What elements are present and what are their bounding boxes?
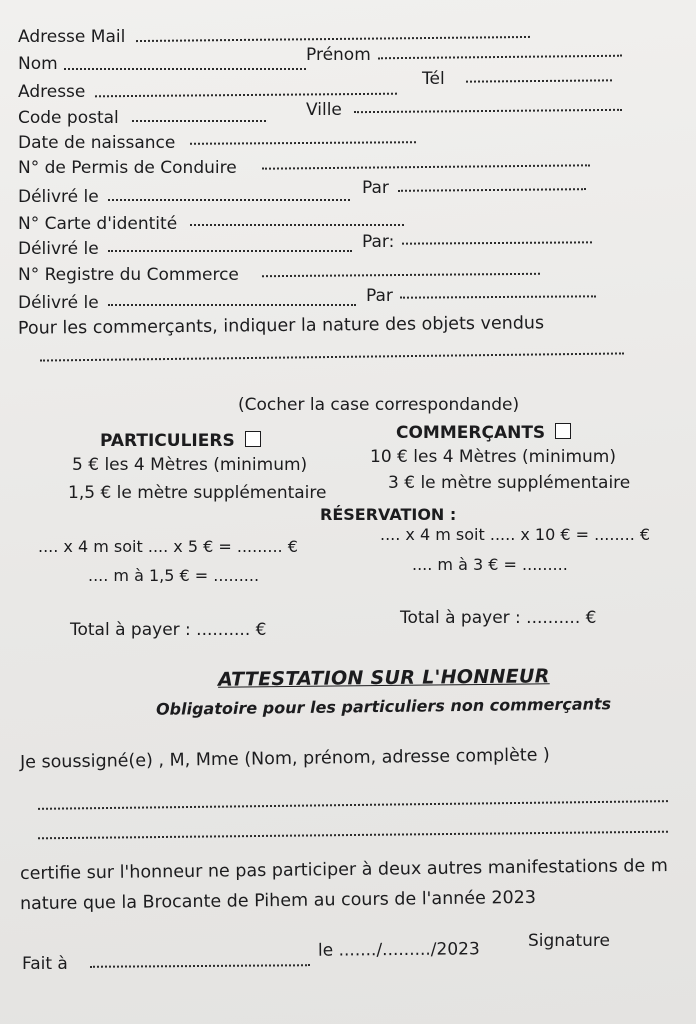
email-field[interactable]	[136, 36, 530, 42]
particuliers-checkbox[interactable]	[245, 431, 261, 447]
commercants-price-min: 10 € les 4 Mètres (minimum)	[370, 447, 616, 467]
date-naissance-field[interactable]	[190, 141, 416, 145]
delivre-le-label-1: Délivré le	[18, 187, 99, 207]
delivre-le-label-3: Délivré le	[18, 293, 99, 313]
code-postal-field[interactable]	[132, 120, 266, 122]
signature-label: Signature	[528, 931, 611, 951]
particuliers-label: PARTICULIERS	[100, 431, 235, 451]
certifie-line1: certifie sur l'honneur ne pas participer à deux autres manifestations de m	[19, 856, 668, 884]
date-naissance-label: Date de naissance	[18, 133, 176, 153]
commercants-total[interactable]: Total à payer : .......... €	[400, 608, 597, 628]
delivre-le-field-3[interactable]	[108, 304, 356, 306]
date-field[interactable]: le ......./........./2023	[317, 939, 480, 961]
registre-commerce-label: N° Registre du Commerce	[18, 265, 239, 285]
prenom-label: Prénom	[306, 45, 371, 65]
par-label-1: Par	[362, 178, 389, 198]
reservation-label: RÉSERVATION :	[320, 505, 457, 524]
commercants-calc-line1[interactable]: .... x 4 m soit ..... x 10 € = ........ €	[380, 525, 651, 544]
soussigne-field-2[interactable]	[38, 831, 668, 840]
nature-objets-field[interactable]	[40, 352, 624, 361]
particuliers-price-min: 5 € les 4 Mètres (minimum)	[72, 455, 308, 475]
commercants-price-extra: 3 € le mètre supplémentaire	[388, 473, 631, 493]
particuliers-price-extra: 1,5 € le mètre supplémentaire	[68, 483, 327, 503]
par-field-3[interactable]	[400, 295, 596, 298]
particuliers-calc-line2[interactable]: .... m à 1,5 € = .........	[88, 566, 260, 585]
particuliers-total[interactable]: Total à payer : .......... €	[70, 620, 267, 640]
email-label: Adresse Mail	[18, 27, 126, 47]
attestation-title: ATTESTATION SUR L'HONNEUR	[217, 665, 550, 691]
delivre-le-field-1[interactable]	[108, 199, 350, 201]
delivre-le-field-2[interactable]	[108, 250, 352, 252]
adresse-field[interactable]	[95, 93, 397, 98]
particuliers-option[interactable]	[100, 431, 261, 450]
code-postal-label: Code postal	[18, 108, 119, 128]
nature-objets-label: Pour les commerçants, indiquer la nature des objets vendus	[17, 313, 545, 339]
nom-field[interactable]	[64, 68, 306, 70]
tel-field[interactable]	[466, 79, 612, 82]
attestation-subtitle: Obligatoire pour les particuliers non commerçants	[155, 694, 612, 719]
adresse-label: Adresse	[18, 82, 86, 102]
ville-field[interactable]	[354, 109, 622, 113]
fait-a-label: Fait à	[22, 954, 68, 974]
par-label-3: Par	[366, 286, 393, 306]
soussigne-label: Je soussigné(e) , M, Mme (Nom, prénom, adresse complète )	[19, 745, 550, 773]
certifie-line2: nature que la Brocante de Pihem au cours de l'année 2023	[19, 887, 537, 915]
par-label-2: Par:	[362, 232, 395, 252]
particuliers-calc-line1[interactable]: .... x 4 m soit .... x 5 € = ......... €	[38, 537, 298, 556]
commercants-calc-line2[interactable]: .... m à 3 € = .........	[412, 555, 568, 574]
soussigne-field-1[interactable]	[38, 800, 668, 810]
carte-identite-field[interactable]	[190, 224, 404, 226]
tel-label: Tél	[422, 69, 445, 89]
commercants-label: COMMERÇANTS	[396, 423, 546, 443]
commercants-option[interactable]	[396, 423, 571, 442]
registre-commerce-field[interactable]	[262, 273, 540, 277]
carte-identite-label: N° Carte d'identité	[18, 214, 178, 234]
nom-label: Nom	[18, 54, 58, 74]
commercants-checkbox[interactable]	[555, 423, 571, 439]
par-field-1[interactable]	[398, 188, 586, 192]
ville-label: Ville	[306, 100, 342, 120]
fait-a-field[interactable]	[90, 964, 310, 968]
par-field-2[interactable]	[402, 241, 592, 244]
prenom-field[interactable]	[378, 55, 622, 60]
delivre-le-label-2: Délivré le	[18, 239, 99, 259]
permis-label: N° de Permis de Conduire	[18, 158, 237, 178]
selection-instruction: (Cocher la case correspondande)	[238, 395, 520, 415]
permis-field[interactable]	[262, 164, 590, 169]
